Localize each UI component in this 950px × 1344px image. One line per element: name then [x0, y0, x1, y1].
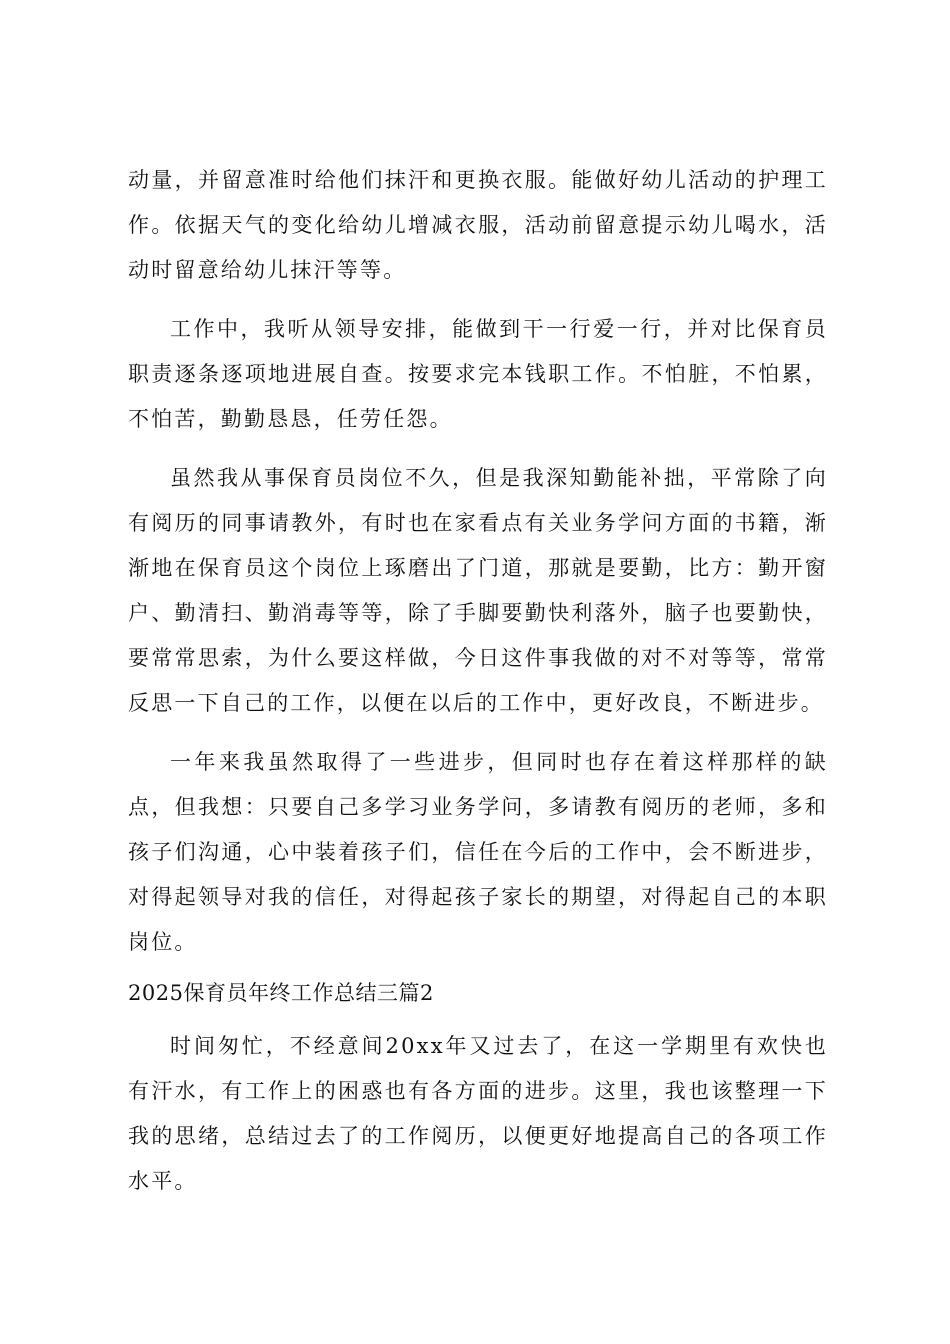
paragraph-3: 虽然我从事保育员岗位不久，但是我深知勤能补拙，平常除了向有阅历的同事请教外，有时也在家看点有关业务学问方面的书籍，渐渐地在保育员这个岗位上琢磨出了门道，那就是要勤，比方：勤开窗户、勤清扫、勤消毒等等，除了手脚要勤快利落外，脑子也要勤快，要常常思索，为什么要这样做，今日这件事我做的对不对等等，常常反思一下自己的工作，以便在以后的工作中，更好改良，不断进步。	[128, 466, 828, 715]
paragraph-1: 动量，并留意准时给他们抹汗和更换衣服。能做好幼儿活动的护理工作。依据天气的变化给幼儿增减衣服，活动前留意提示幼儿喝水，活动时留意给幼儿抹汗等等。	[128, 168, 828, 282]
paragraph-2: 工作中，我听从领导安排，能做到干一行爱一行，并对比保育员职责逐条逐项地进展自查。按要求完本钱职工作。不怕脏，不怕累，不怕苦，勤勤恳恳，任劳任怨。	[128, 317, 828, 431]
paragraph-4: 一年来我虽然取得了一些进步，但同时也存在着这样那样的缺点，但我想：只要自己多学习业务学问，多请教有阅历的老师，多和孩子们沟通，心中装着孩子们，信任在今后的工作中，会不断进步，对得起领导对我的信任，对得起孩子家长的期望，对得起自己的本职岗位。	[128, 750, 828, 954]
paragraph-5: 时间匆忙，不经意间20xx年又过去了，在这一学期里有欢快也有汗水，有工作上的困惑也有各方面的进步。这里，我也该整理一下我的思绪，总结过去了的工作阅历，以便更好地提高自己的各项工作水平。	[128, 1034, 828, 1193]
document-page	[128, 158, 828, 1204]
section-heading: 2025保育员年终工作总结三篇2	[128, 981, 434, 1005]
